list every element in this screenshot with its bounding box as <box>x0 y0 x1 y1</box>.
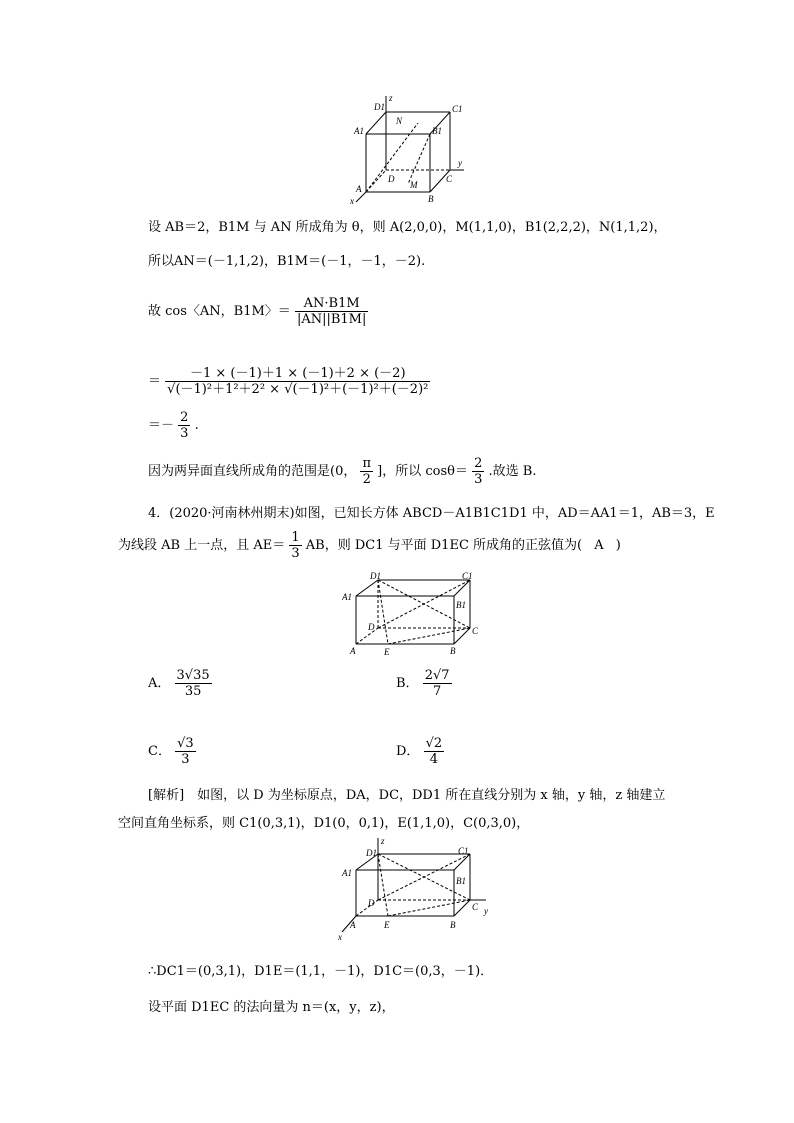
option-b[interactable] <box>396 668 452 699</box>
option-c-num: √3 <box>177 736 194 751</box>
figure-cube <box>350 92 470 204</box>
fig2-label-b: B <box>450 646 456 656</box>
formula-cos-fraction <box>295 296 368 327</box>
analysis-line-b: 空间直角坐标系，则 C1(0,3,1)，D1(0，0,1)，E(1,1,0)，C(0,3,0)， <box>118 816 530 831</box>
label-a1: A1 <box>354 126 364 136</box>
question-4-pre: 为线段 AB 上一点，且 AE＝ <box>118 538 286 553</box>
conclusion-text-a: 因为两异面直线所成角的范围是(0， <box>148 464 357 479</box>
conclusion-text-c: .故选 B. <box>488 464 537 479</box>
question-4-line-b <box>118 530 621 561</box>
formula-expand <box>148 366 430 397</box>
fig3-label-b: B <box>450 920 456 930</box>
conclusion-text-b: ]，所以 cosθ＝ <box>377 464 468 479</box>
label-b1: B1 <box>432 126 442 136</box>
formula-result-suffix: . <box>194 418 199 433</box>
analysis-line-a: [解析] 如图，以 D 为坐标原点，DA，DC，DD1 所在直线分别为 x 轴，y 轴，z 轴建立 <box>148 788 666 803</box>
fig2-label-e: E <box>384 647 390 656</box>
question-4-line-a: 4．(2020·河南林州期末)如图，已知长方体 ABCD－A1B1C1D1 中，AD＝AA1＝1，AB＝3，E <box>148 506 715 521</box>
conclusion-frac-1 <box>360 456 373 487</box>
fig2-label-d1: D1 <box>370 572 381 581</box>
fig3-label-z: z <box>381 836 385 846</box>
text-line-1: 设 AB＝2，B1M 与 AN 所成角为 θ，则 A(2,0,0)，M(1,1,0)，B1(2,2,2)，N(1,1,2)， <box>148 220 667 235</box>
formula-result <box>148 410 199 441</box>
formula-result-num: 2 <box>180 410 189 425</box>
formula-expand-prefix: ＝ <box>148 374 162 389</box>
question-4-fraction <box>289 530 301 561</box>
label-c: C <box>446 174 453 184</box>
question-4-frac-den: 3 <box>291 546 300 561</box>
question-4-answer: A <box>594 538 604 553</box>
conclusion-frac-2 <box>472 456 484 487</box>
label-x: x <box>350 196 354 204</box>
question-4-frac-num: 1 <box>291 530 300 545</box>
question-4-close: ) <box>615 538 621 553</box>
fig2-label-a1: A1 <box>342 592 352 602</box>
formula-expand-fraction <box>165 366 430 397</box>
conclusion-frac-2-num: 2 <box>474 456 483 471</box>
conclusion-frac-1-num: π <box>362 456 372 471</box>
option-c-fraction <box>175 736 196 767</box>
option-a[interactable] <box>148 668 212 699</box>
label-n: N <box>396 116 403 126</box>
fig2-label-c: C <box>472 626 479 636</box>
option-d-num: √2 <box>425 736 443 751</box>
fig3-label-x: x <box>338 932 342 942</box>
fig2-label-b1: B1 <box>456 600 466 610</box>
formula-cos-prefix: 故 cos〈AN，B1M〉＝ <box>148 304 291 319</box>
fig2-label-d: D <box>368 622 375 632</box>
label-d: D <box>388 174 395 184</box>
option-d-label: D． <box>396 744 420 759</box>
question-4-post: AB，则 DC1 与平面 D1EC 所成角的正弦值为( <box>305 538 583 553</box>
option-b-label: B． <box>396 676 419 691</box>
conclusion-line <box>148 456 537 487</box>
option-b-den: 7 <box>432 684 442 699</box>
option-a-num: 3√35 <box>176 668 210 683</box>
fig3-label-d1: D1 <box>366 848 377 858</box>
text-line-2: 所以AN＝(－1,1,2)，B1M＝(－1，－1，－2). <box>148 254 426 269</box>
label-a: A <box>356 184 362 194</box>
label-y: y <box>458 158 462 168</box>
formula-result-prefix: ＝－ <box>148 418 175 433</box>
figure-cuboid-axes <box>334 834 494 942</box>
figure-cuboid <box>342 572 482 656</box>
option-a-label: A． <box>148 676 171 691</box>
formula-expand-num: －1 × (－1)＋1 × (－1)＋2 × (－2) <box>165 366 430 382</box>
option-c-label: C． <box>148 744 171 759</box>
option-d[interactable] <box>396 736 444 767</box>
fig2-label-a: A <box>350 646 356 656</box>
fig3-label-a: A <box>350 920 356 930</box>
option-a-den: 35 <box>184 684 202 699</box>
fig3-label-c: C <box>472 902 479 912</box>
conclusion-frac-1-den: 2 <box>362 472 371 487</box>
label-d1: D1 <box>374 102 385 112</box>
option-a-fraction <box>175 668 212 699</box>
conclusion-frac-2-den: 3 <box>474 472 483 487</box>
normal-vector-line: 设平面 D1EC 的法向量为 n＝(x，y，z)， <box>148 1000 395 1015</box>
formula-cos <box>148 296 368 327</box>
formula-result-den: 3 <box>180 426 189 441</box>
label-m: M <box>410 180 418 190</box>
option-c[interactable] <box>148 736 196 767</box>
formula-result-fraction <box>178 410 190 441</box>
fig3-label-y: y <box>484 906 488 916</box>
option-c-den: 3 <box>181 752 190 767</box>
vector-line: ∴DC1＝(0,3,1)，D1E＝(1,1，－1)，D1C＝(0,3，－1)． <box>148 964 494 979</box>
option-d-fraction <box>424 736 445 767</box>
option-d-den: 4 <box>429 752 438 767</box>
formula-cos-num: AN·B1M <box>295 296 368 312</box>
label-z: z <box>389 93 393 103</box>
label-c1: C1 <box>452 104 463 114</box>
fig2-label-c1: C1 <box>462 572 473 581</box>
option-b-fraction <box>423 668 452 699</box>
fig3-label-e: E <box>384 920 390 930</box>
formula-expand-den: √(－1)²＋1²＋2² × √(－1)²＋(－1)²＋(－2)² <box>167 382 429 397</box>
formula-cos-den: |AN||B1M| <box>296 312 367 327</box>
fig3-label-d: D <box>368 898 375 908</box>
label-b: B <box>428 194 434 204</box>
option-b-num: 2√7 <box>424 668 450 683</box>
fig3-label-a1: A1 <box>342 868 352 878</box>
fig3-label-b1: B1 <box>456 876 466 886</box>
fig3-label-c1: C1 <box>458 846 469 856</box>
